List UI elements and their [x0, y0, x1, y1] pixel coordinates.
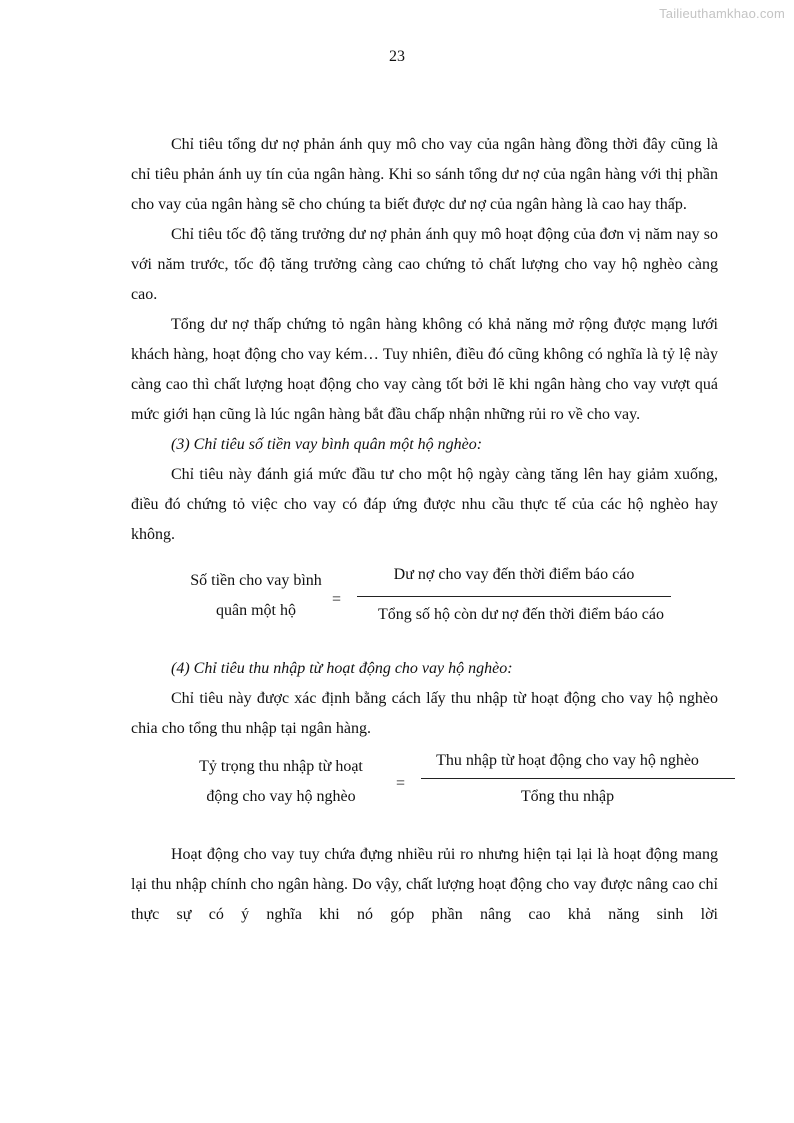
- formula-left-line-2: quân một hộ: [216, 602, 296, 619]
- formula-denominator: Tổng thu nhập: [520, 788, 615, 805]
- formula-left-line-1: Tỷ trọng thu nhập từ hoạt: [199, 758, 363, 775]
- document-body: [131, 130, 718, 930]
- equals-sign: =: [396, 775, 406, 792]
- formula-left-term: [181, 752, 381, 812]
- formula-left-line-2: động cho vay hộ nghèo: [206, 788, 356, 805]
- fraction-line: [421, 778, 735, 779]
- formula-numerator: Dư nợ cho vay đến thời điểm báo cáo: [393, 566, 635, 583]
- section-3-heading: (3) Chỉ tiêu số tiền vay bình quân một hộ nghèo:: [171, 436, 483, 453]
- equals-sign: =: [332, 591, 342, 608]
- section-4-body: Chỉ tiêu này được xác định bằng cách lấy thu nhập từ hoạt động cho vay hộ nghèo chia cho tổng thu nhập tại ngân hàng.: [131, 690, 718, 737]
- formula-average-loan: [131, 566, 718, 634]
- formula-income-share: [131, 752, 718, 820]
- paragraph-2: Chỉ tiêu tốc độ tăng trưởng dư nợ phản ánh quy mô hoạt động của đơn vị năm nay so với năm trước, tốc độ tăng trưởng càng cao chứng tỏ chất lượng cho vay hộ nghèo càng cao.: [131, 226, 718, 303]
- section-4-heading: (4) Chỉ tiêu thu nhập từ hoạt động cho vay hộ nghèo:: [171, 660, 513, 677]
- formula-denominator: Tổng số hộ còn dư nợ đến thời điểm báo cáo: [378, 606, 664, 623]
- paragraph-1: Chỉ tiêu tổng dư nợ phản ánh quy mô cho vay của ngân hàng đồng thời đây cũng là chỉ tiêu phản ánh uy tín của ngân hàng. Khi so sánh tổng dư nợ của ngân hàng với thị phần cho vay của ngân hàng sẽ cho chúng ta biết được dư nợ của ngân hàng là cao hay thấp.: [131, 136, 718, 213]
- paragraph-3: Tổng dư nợ thấp chứng tỏ ngân hàng không có khả năng mở rộng được mạng lưới khách hàng, hoạt động cho vay kém… Tuy nhiên, điều đó cũng không có nghĩa là tỷ lệ này càng cao thì chất lượng hoạt động cho vay càng tốt bởi lẽ khi ngân hàng cho vay vượt quá mức giới hạn cũng là lúc ngân hàng bắt đầu chấp nhận những rủi ro về cho vay.: [131, 316, 718, 423]
- formula-left-term: [171, 566, 341, 626]
- fraction-line: [357, 596, 671, 597]
- section-3-body: Chỉ tiêu này đánh giá mức đầu tư cho một hộ ngày càng tăng lên hay giảm xuống, điều đó chứng tỏ việc cho vay có đáp ứng được nhu cầu thực tế của các hộ nghèo hay không.: [131, 466, 718, 543]
- formula-numerator: Thu nhập từ hoạt động cho vay hộ nghèo: [436, 752, 699, 769]
- formula-left-line-1: Số tiền cho vay bình: [190, 572, 322, 589]
- closing-paragraph: Hoạt động cho vay tuy chứa đựng nhiều rủi ro nhưng hiện tại lại là hoạt động mang lại thu nhập chính cho ngân hàng. Do vậy, chất lượng hoạt động cho vay được nâng cao chỉ thực sự có ý nghĩa khi nó góp phần nâng cao khả năng sinh lời: [131, 846, 718, 923]
- watermark: Tailieuthamkhao.com: [659, 6, 785, 21]
- page-number: 23: [389, 48, 405, 65]
